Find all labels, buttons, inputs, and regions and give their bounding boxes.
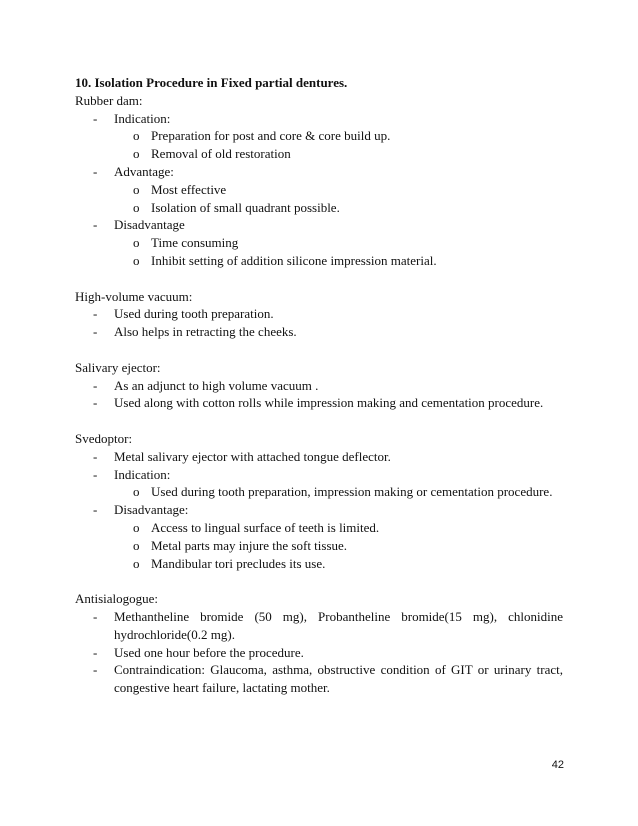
- sub-list-item-text: Access to lingual surface of teeth is limited.: [151, 519, 380, 535]
- bullet-list: [75, 377, 563, 413]
- sub-list: [114, 483, 563, 501]
- circle-bullet-icon: o: [133, 537, 140, 553]
- list-item: [75, 608, 563, 644]
- bullet-list: [75, 305, 563, 341]
- list-item-text: Used one hour before the procedure.: [114, 644, 304, 660]
- dash-bullet-icon: -: [93, 217, 98, 233]
- dash-bullet-icon: -: [93, 163, 98, 179]
- section-heading: Rubber dam:: [75, 92, 143, 108]
- dash-bullet-icon: -: [93, 324, 98, 340]
- dash-bullet-icon: -: [93, 395, 98, 411]
- section: [75, 92, 563, 270]
- circle-bullet-icon: o: [133, 555, 140, 571]
- sub-list-item-text: Metal parts may injure the soft tissue.: [151, 537, 348, 553]
- list-item: [75, 644, 563, 662]
- section-heading: Svedoptor:: [75, 430, 133, 446]
- sub-list-item-text: Isolation of small quadrant possible.: [151, 199, 340, 215]
- list-item: [75, 216, 563, 269]
- section-title: 10. Isolation Procedure in Fixed partial dentures.: [75, 75, 348, 90]
- sub-list-item-text: Used during tooth preparation, impression making or cementation procedure.: [151, 484, 553, 500]
- section-heading: Antisialogogue:: [75, 591, 159, 607]
- circle-bullet-icon: o: [133, 484, 140, 500]
- dash-bullet-icon: -: [93, 377, 98, 393]
- sub-list-item-text: Preparation for post and core & core build up.: [151, 128, 391, 144]
- circle-bullet-icon: o: [133, 146, 140, 162]
- dash-bullet-icon: -: [93, 466, 98, 482]
- circle-bullet-icon: o: [133, 235, 140, 251]
- sub-list-item: [75, 537, 563, 555]
- list-item-text: As an adjunct to high volume vacuum .: [114, 377, 319, 393]
- sub-list-item: [75, 252, 563, 270]
- list-item: [75, 305, 563, 323]
- dash-bullet-icon: -: [93, 662, 98, 678]
- list-item: [75, 448, 563, 466]
- list-item: [75, 110, 563, 163]
- list-item: [75, 501, 563, 572]
- section: [75, 590, 563, 697]
- list-item-text: Used along with cotton rolls while impression making and cementation procedure.: [114, 395, 544, 411]
- dash-bullet-icon: -: [93, 110, 98, 126]
- sub-list: [114, 127, 563, 163]
- dash-bullet-icon: -: [93, 306, 98, 322]
- sub-list-item: [75, 483, 563, 501]
- sub-list-item: [75, 519, 563, 537]
- sub-list-item: [75, 127, 563, 145]
- bullet-list: [75, 448, 563, 573]
- sub-list-item-text: Mandibular tori precludes its use.: [151, 555, 326, 571]
- list-item-text: Indication:: [114, 110, 171, 126]
- page-number: 42: [551, 759, 564, 771]
- section-heading: Salivary ejector:: [75, 359, 161, 375]
- list-item: [75, 394, 563, 412]
- circle-bullet-icon: o: [133, 181, 140, 197]
- sub-list-item-text: Removal of old restoration: [151, 146, 291, 162]
- sub-list-item-text: Inhibit setting of addition silicone impression material.: [151, 252, 437, 268]
- list-item: [75, 466, 563, 502]
- list-item-text: Contraindication: Glaucoma, asthma, obstructive condition of GIT or urinary tract, congestive heart failure, lactating mother.: [114, 662, 563, 696]
- sub-list-item-text: Time consuming: [151, 235, 239, 251]
- section: [75, 359, 563, 412]
- list-item-text: Advantage:: [114, 163, 174, 179]
- page-content: [75, 74, 563, 715]
- list-item-text: Disadvantage: [114, 217, 185, 233]
- list-item-text: Indication:: [114, 466, 171, 482]
- sub-list-item: [75, 555, 563, 573]
- sub-list-item: [75, 234, 563, 252]
- list-item: [75, 377, 563, 395]
- list-item-text: Disadvantage:: [114, 502, 189, 518]
- list-item-text: Also helps in retracting the cheeks.: [114, 324, 297, 340]
- list-item-text: Used during tooth preparation.: [114, 306, 274, 322]
- sub-list-item: [75, 145, 563, 163]
- section: [75, 430, 563, 572]
- list-item: [75, 661, 563, 697]
- circle-bullet-icon: o: [133, 252, 140, 268]
- bullet-list: [75, 608, 563, 697]
- bullet-list: [75, 110, 563, 270]
- circle-bullet-icon: o: [133, 199, 140, 215]
- list-item: [75, 163, 563, 216]
- sub-list: [114, 519, 563, 572]
- list-item: [75, 323, 563, 341]
- dash-bullet-icon: -: [93, 608, 98, 624]
- dash-bullet-icon: -: [93, 502, 98, 518]
- sub-list: [114, 181, 563, 217]
- sections-container: [75, 92, 563, 697]
- sub-list-item: [75, 199, 563, 217]
- section: [75, 288, 563, 341]
- sub-list: [114, 234, 563, 270]
- circle-bullet-icon: o: [133, 519, 140, 535]
- circle-bullet-icon: o: [133, 128, 140, 144]
- section-heading: High-volume vacuum:: [75, 288, 193, 304]
- list-item-text: Metal salivary ejector with attached tongue deflector.: [114, 448, 391, 464]
- dash-bullet-icon: -: [93, 448, 98, 464]
- sub-list-item-text: Most effective: [151, 181, 227, 197]
- list-item-text: Methantheline bromide (50 mg), Probantheline bromide(15 mg), chlonidine hydrochloride(0.2 mg).: [114, 608, 563, 642]
- sub-list-item: [75, 181, 563, 199]
- dash-bullet-icon: -: [93, 644, 98, 660]
